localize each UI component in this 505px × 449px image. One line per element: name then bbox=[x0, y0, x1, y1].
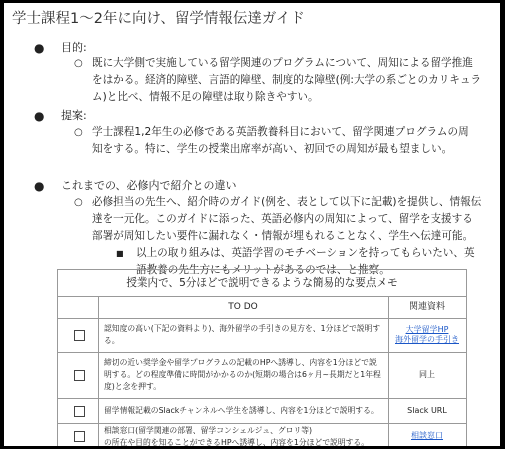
bullet-square: ■ bbox=[116, 249, 124, 258]
text-line: ム)と比べ、情報不足の障壁は取り除きやすい。 bbox=[92, 91, 319, 103]
section-purpose-body bbox=[92, 55, 481, 106]
text-line: 知をする。特に、学生の授業出席率が高い、初回での周知が最も望ましい。 bbox=[92, 143, 453, 155]
text-line: 語教養の先生方にもメリットがあるのでは、と推察。 bbox=[136, 264, 390, 276]
checkbox[interactable] bbox=[74, 370, 85, 381]
section-heading-difference: これまでの、必修内で紹介との違い bbox=[61, 179, 237, 192]
todo-text bbox=[104, 323, 380, 347]
text-line: 学士課程1,2年生の必修である英語教養科目において、留学関連プログラムの周 bbox=[92, 126, 469, 138]
bullet-circle: ○ bbox=[74, 127, 83, 138]
bullet-circle: ○ bbox=[74, 58, 83, 69]
ref-text: 同上 bbox=[419, 370, 435, 379]
text-line: 部署が周知したい要件に漏れなく・情報が埋もれることなく、学生へ伝達可能。 bbox=[92, 230, 474, 242]
checkbox[interactable] bbox=[74, 330, 85, 341]
table-row bbox=[58, 353, 466, 399]
document-title: 学士課程1〜2年に向け、留学情報伝達ガイド bbox=[12, 11, 305, 27]
text-line: をはかる。経済的障壁、言語的障壁、制度的な障壁(例:大学の系ごとのカリキュラ bbox=[92, 74, 482, 86]
ref-cell bbox=[389, 325, 465, 345]
section-heading-proposal: 提案: bbox=[61, 109, 87, 122]
text-line: 認知度の高い(下記の資料より)、海外留学の手引きの見方を、1分ほどで説明す bbox=[104, 324, 381, 333]
text-line: の所在や目的を知ることができるHPへ誘導し、内容を1分ほどで説明する。 bbox=[104, 438, 370, 446]
text-line: 既に大学側で実施している留学関連のプログラムについて、周知による留学推進 bbox=[92, 57, 473, 69]
bullet-dot: ● bbox=[34, 179, 45, 193]
text-line: る。 bbox=[104, 336, 120, 345]
section-heading-purpose: 目的: bbox=[61, 41, 87, 54]
todo-text bbox=[104, 357, 381, 393]
text-line: 度)と念を押す。 bbox=[104, 382, 161, 391]
ref-link-study-abroad-guide[interactable]: 海外留学の手引き bbox=[395, 335, 459, 344]
column-header-todo: TO DO bbox=[228, 302, 258, 312]
document-page bbox=[4, 3, 500, 446]
ref-text: Slack URL bbox=[407, 406, 447, 415]
table-row bbox=[58, 319, 466, 353]
column-header-ref: 関連資料 bbox=[408, 302, 445, 312]
text-line: 必修担当の先生へ、紹介時のガイド(例を、表として以下に記載)を提供し、情報伝 bbox=[92, 196, 482, 208]
table-row bbox=[58, 424, 466, 446]
text-line: 達を一元化。このガイドに添った、英語必修内の周知によって、留学を支援する bbox=[92, 213, 473, 225]
text-line: 以上の取り組みは、英語学習のモチベーションを持ってもらいたい、英 bbox=[136, 247, 475, 259]
table-row bbox=[58, 399, 466, 424]
ref-cell bbox=[389, 431, 465, 441]
table-header-row bbox=[58, 296, 466, 319]
ref-link-university-hp[interactable]: 大学留学HP bbox=[405, 325, 449, 334]
todo-text bbox=[104, 405, 379, 417]
memo-heading: 授業内で、5分ほどで説明できるような簡易的な要点メモ bbox=[58, 270, 466, 297]
bullet-dot: ● bbox=[34, 41, 45, 55]
ref-link-consultation[interactable]: 相談窓口 bbox=[411, 431, 443, 440]
ref-cell bbox=[389, 370, 465, 380]
text-line: 明する。どの程度準備に時間がかかるのか(短期の場合は6ヶ月~長期だと1年程 bbox=[104, 370, 381, 379]
section-proposal-body bbox=[92, 124, 469, 158]
memo-table bbox=[57, 269, 467, 446]
text-line: 相談窓口(留学関連の部署、留学コンシェルジュ、グロリ等) bbox=[104, 426, 313, 435]
bullet-dot: ● bbox=[34, 109, 45, 123]
text-line: 締切の近い奨学金や留学プログラムの記載のHPへ誘導し、内容を1分ほどで説 bbox=[104, 358, 377, 367]
section-difference-body bbox=[92, 194, 481, 245]
checkbox[interactable] bbox=[74, 406, 85, 417]
checkbox[interactable] bbox=[74, 431, 85, 442]
ref-cell bbox=[389, 406, 465, 416]
text-line: 留学情報記載のSlackチャンネルへ学生を誘導し、内容を1分ほどで説明する。 bbox=[104, 406, 379, 415]
todo-text bbox=[104, 425, 369, 446]
bullet-circle: ○ bbox=[74, 197, 83, 208]
